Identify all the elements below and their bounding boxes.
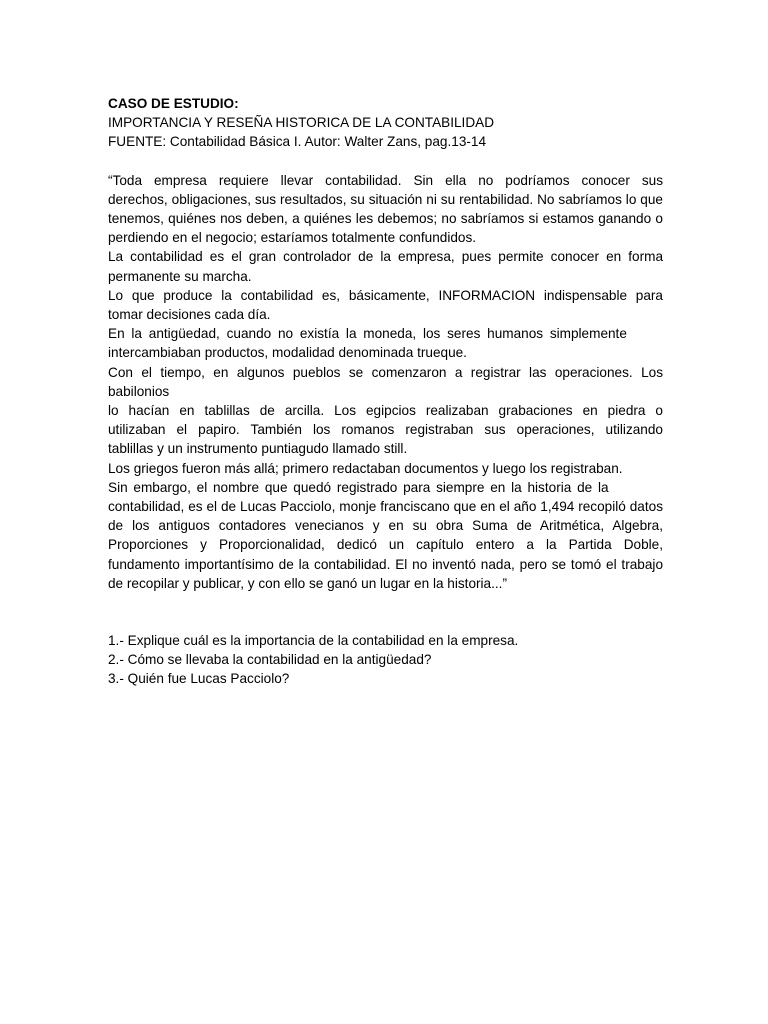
quote-line: derechos, obligaciones, sus resultados, su situación ni su rentabilidad. No sabríamos lo que (108, 191, 663, 207)
quote-line: fundamento importantísimo de la contabilidad. El no inventó nada, pero se tomó el trabajo (108, 556, 663, 572)
case-study-title: CASO DE ESTUDIO: (108, 96, 239, 111)
quote-line: de recopilar y publicar, y con ello se ganó un lugar en la historia...” (108, 575, 507, 591)
quote-line: tablillas y un instrumento puntiagudo llamado still. (108, 441, 408, 457)
quote-line: La contabilidad es el gran controlador de la empresa, pues permite conocer en forma (108, 249, 663, 265)
question-item: 2.- Cómo se llevaba la contabilidad en la antigüedad? (108, 652, 432, 668)
spacer (108, 593, 663, 631)
quote-line: Proporciones y Proporcionalidad, dedicó un capítulo entero a la Partida Doble, (108, 537, 663, 553)
quote-line: utilizaban el papiro. También los romanos registraban sus operaciones, utilizando (108, 422, 663, 438)
quote-line: perdiendo en el negocio; estaríamos totalmente confundidos. (108, 230, 477, 246)
quote-line: tomar decisiones cada día. (108, 307, 271, 323)
quote-line: contabilidad, es el de Lucas Pacciolo, monje franciscano que en el año 1,494 recopiló datos (108, 499, 663, 515)
quote-paragraph (108, 171, 663, 593)
quote-line: intercambiaban productos, modalidad denominada trueque. (108, 345, 467, 361)
quote-line: Lo que produce la contabilidad es, básicamente, INFORMACION indispensable para (108, 287, 663, 303)
quote-line: Los griegos fueron más allá; primero redactaban documentos y luego los registraban. (108, 460, 623, 476)
quote-line: tenemos, quiénes nos deben, a quiénes les debemos; no sabríamos si estamos ganando o (108, 211, 663, 227)
document-content (108, 94, 663, 689)
quote-line: Sin embargo, el nombre que quedó registrado para siempre en la historia de la (108, 479, 609, 495)
quote-line: Con el tiempo, en algunos pueblos se comenzaron a registrar las operaciones. Los babilonios (108, 364, 663, 399)
quote-line: lo hacían en tablillas de arcilla. Los egipcios realizaban grabaciones en piedra o (108, 403, 663, 419)
quote-line: de los antiguos contadores venecianos y en su obra Suma de Aritmética, Algebra, (108, 518, 663, 534)
question-list (108, 631, 663, 689)
question-item: 1.- Explique cuál es la importancia de la contabilidad en la empresa. (108, 633, 519, 649)
question-item: 3.- Quién fue Lucas Pacciolo? (108, 671, 290, 687)
quote-line: “Toda empresa requiere llevar contabilidad. Sin ella no podríamos conocer sus (108, 172, 663, 188)
quote-line: permanente su marcha. (108, 268, 252, 284)
spacer (108, 152, 663, 171)
source-citation: FUENTE: Contabilidad Básica I. Autor: Walter Zans, pag.13-14 (108, 134, 487, 150)
quote-line: En la antigüedad, cuando no existía la moneda, los seres humanos simplemente (108, 326, 627, 342)
case-study-subtitle: IMPORTANCIA Y RESEÑA HISTORICA DE LA CONTABILIDAD (108, 115, 495, 131)
